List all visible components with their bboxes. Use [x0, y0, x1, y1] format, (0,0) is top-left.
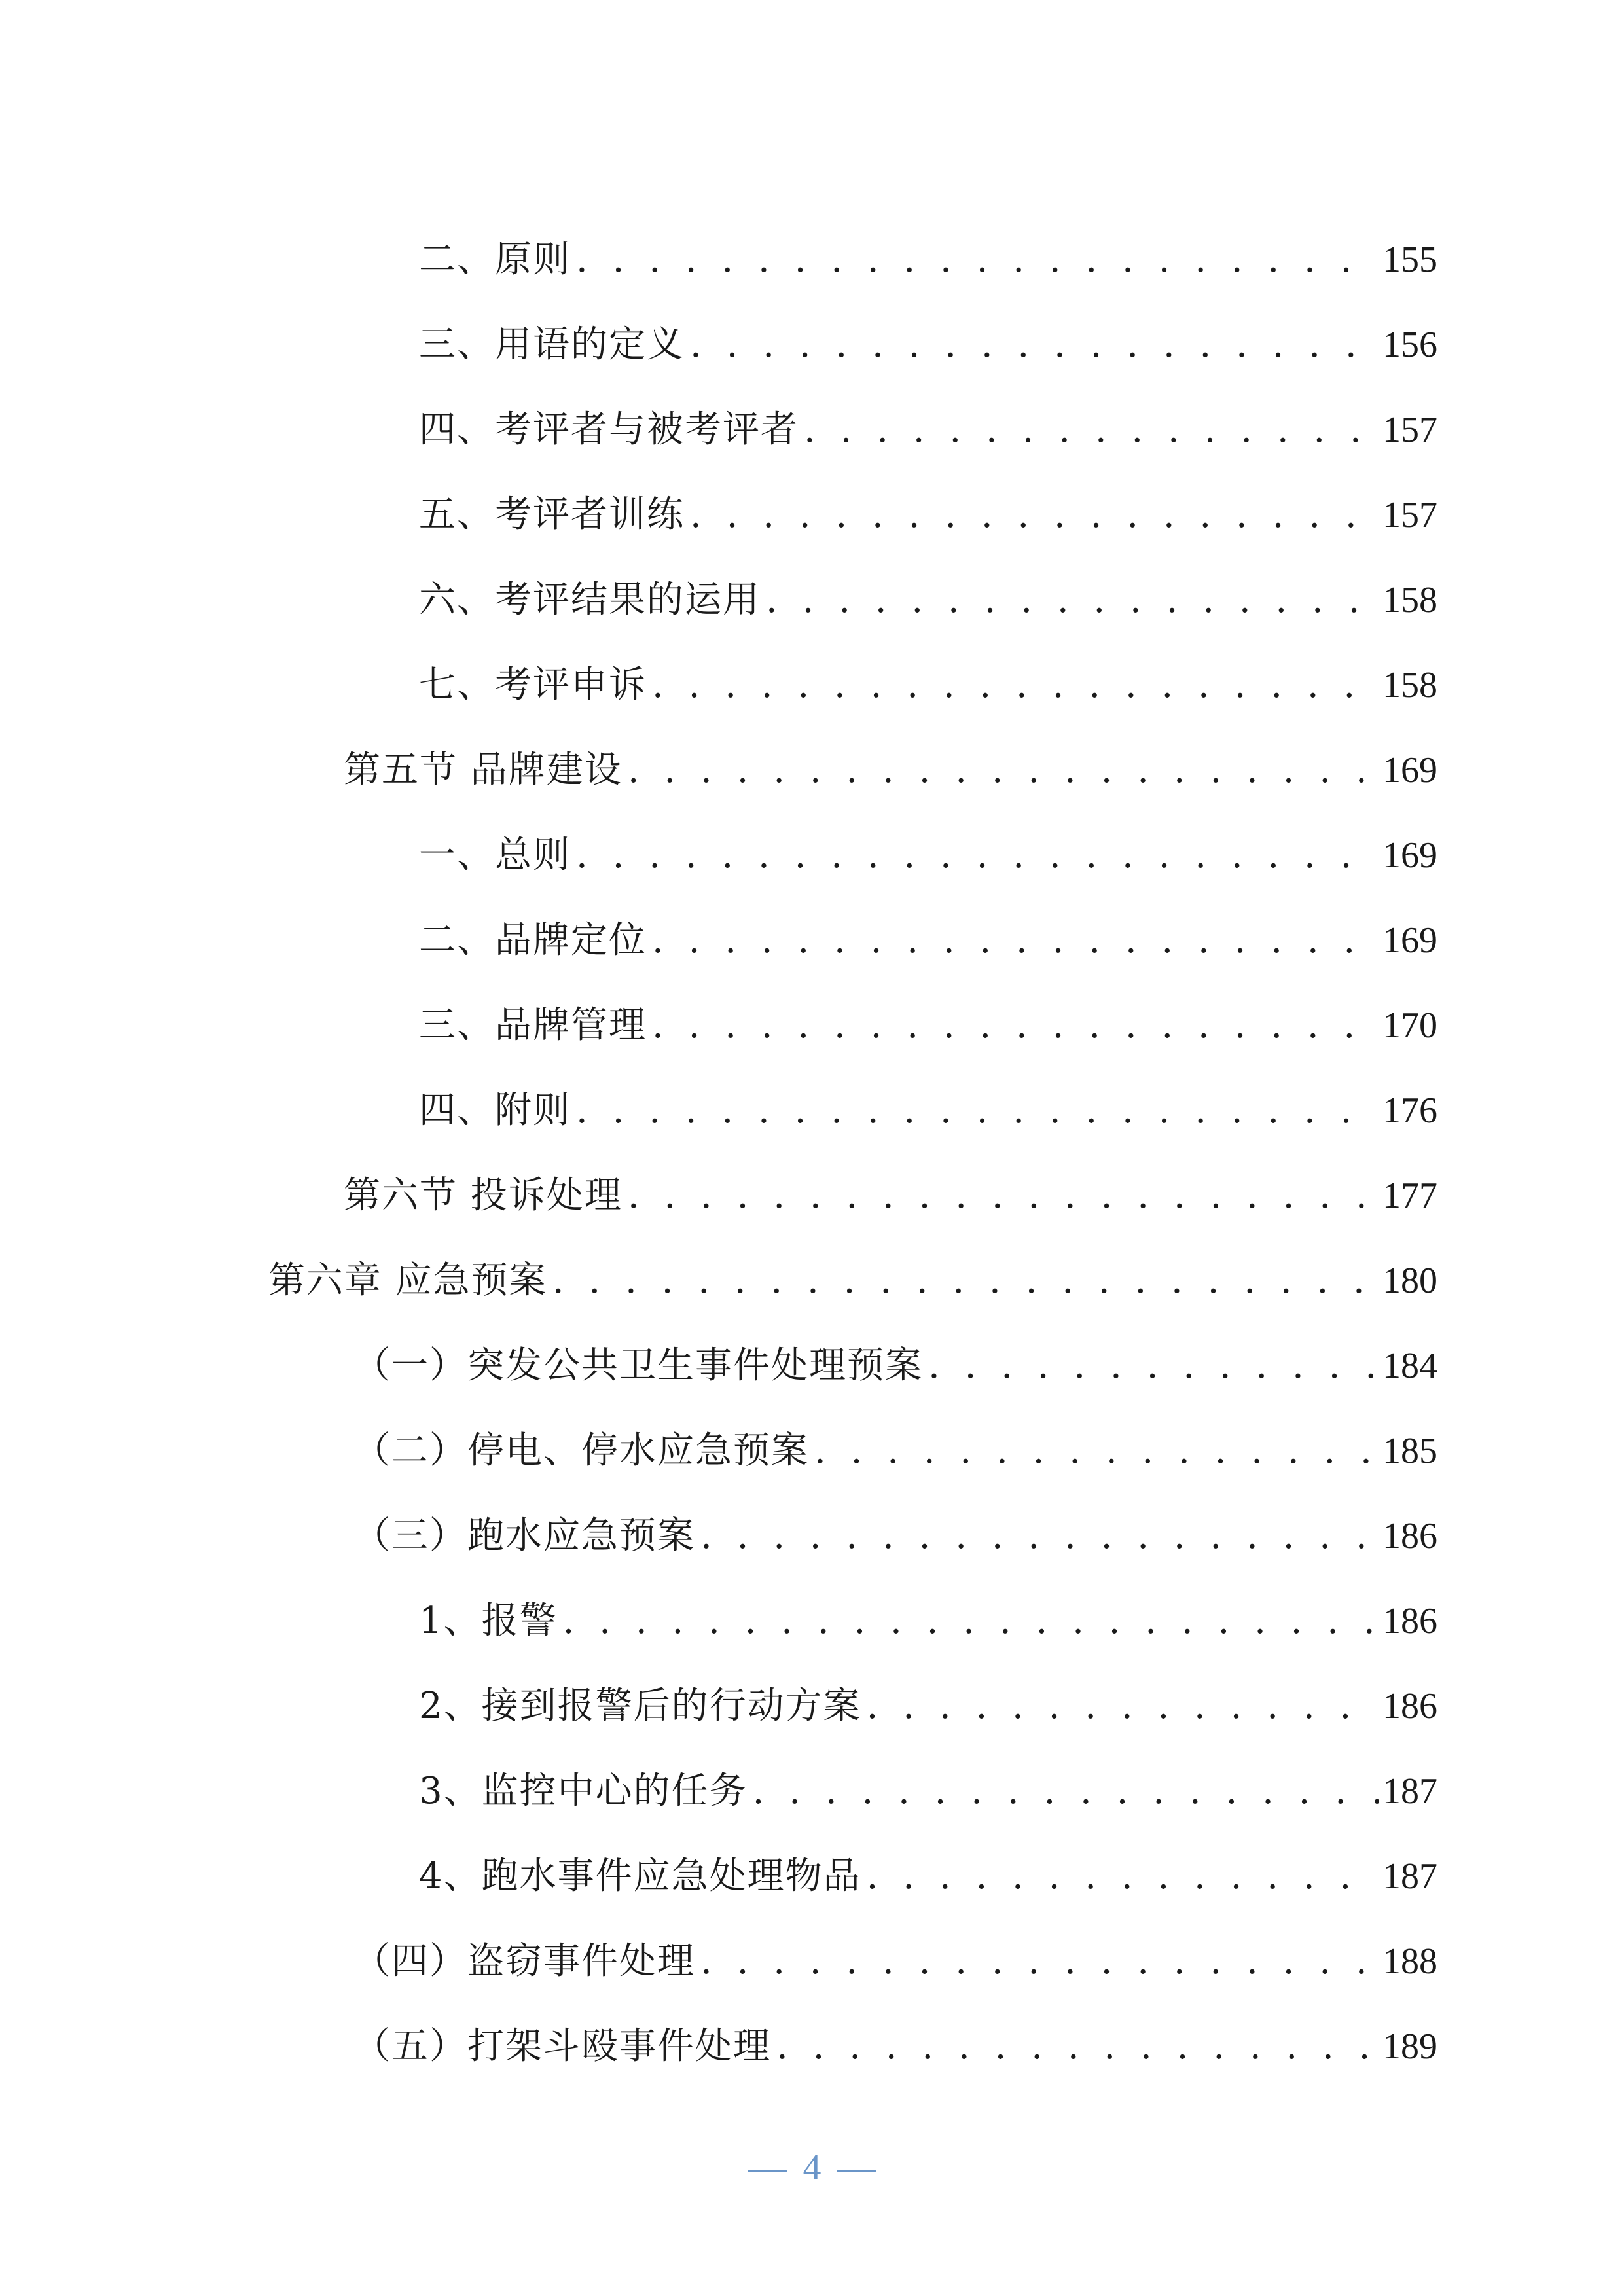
- toc-entry[interactable]: [419, 486, 1437, 545]
- page-footer: [0, 2147, 1624, 2189]
- toc-entry[interactable]: [419, 1762, 1437, 1821]
- toc-entry-page: 187: [1382, 1771, 1437, 1812]
- toc-entry-title: 1、报警: [419, 1600, 558, 1642]
- toc-entry[interactable]: [344, 741, 1437, 800]
- toc-dot-leader: [552, 1251, 1379, 1310]
- toc-entry-page: 186: [1382, 1601, 1437, 1641]
- toc-entry[interactable]: [419, 1592, 1437, 1651]
- toc-entry-title: 三、用语的定义: [419, 323, 685, 366]
- toc-dot-leader: [576, 1081, 1379, 1140]
- toc-entry[interactable]: [419, 401, 1437, 459]
- toc-dot-leader: [690, 486, 1379, 545]
- toc-entry[interactable]: [353, 1507, 1437, 1566]
- toc-dot-leader: [652, 911, 1379, 970]
- toc-entry[interactable]: [419, 1847, 1437, 1906]
- toc-entry-title: 第六节 投诉处理: [344, 1174, 623, 1217]
- toc-entry[interactable]: [419, 911, 1437, 970]
- toc-entry-title: 六、考评结果的运用: [419, 579, 761, 621]
- toc-dot-leader: [776, 2017, 1379, 2076]
- toc-dot-leader: [867, 1677, 1379, 1736]
- toc-entry[interactable]: [344, 1166, 1437, 1225]
- toc-dot-leader: [700, 1932, 1379, 1991]
- toc-entry-page: 155: [1382, 240, 1437, 280]
- toc-entry[interactable]: [419, 230, 1437, 289]
- toc-entry-title: 2、接到报警后的行动方案: [419, 1685, 861, 1727]
- toc-entry-title: 三、品牌管理: [419, 1004, 647, 1047]
- footer-dash-right: [837, 2170, 876, 2172]
- toc-entry-page: 186: [1382, 1516, 1437, 1556]
- toc-entry-page: 177: [1382, 1175, 1437, 1216]
- toc-entry[interactable]: [353, 2017, 1437, 2076]
- toc-entry-page: 180: [1382, 1261, 1437, 1301]
- toc-entry[interactable]: [353, 1422, 1437, 1480]
- toc-entry[interactable]: [419, 315, 1437, 374]
- toc-dot-leader: [652, 996, 1379, 1055]
- toc-dot-leader: [928, 1336, 1379, 1395]
- toc-entry-title: 五、考评者训练: [419, 493, 685, 536]
- toc-dot-leader: [814, 1422, 1379, 1480]
- toc-dot-leader: [690, 315, 1379, 374]
- toc-entry[interactable]: [353, 1336, 1437, 1395]
- toc-entry-page: 156: [1382, 325, 1437, 365]
- toc-entry[interactable]: [419, 1677, 1437, 1736]
- toc-entry[interactable]: [419, 656, 1437, 715]
- toc-entry-title: 四、考评者与被考评者: [419, 408, 799, 451]
- toc-entry-title: 一、总则: [419, 834, 571, 876]
- toc-entry-page: 186: [1382, 1686, 1437, 1727]
- toc-entry-page: 157: [1382, 495, 1437, 535]
- toc-entry-title: （一）突发公共卫生事件处理预案: [353, 1344, 923, 1387]
- toc-entry-page: 184: [1382, 1346, 1437, 1386]
- toc-dot-leader: [700, 1507, 1379, 1566]
- toc-entry-page: 189: [1382, 2026, 1437, 2067]
- toc-dot-leader: [576, 826, 1379, 885]
- toc-entry-page: 158: [1382, 665, 1437, 706]
- toc-entry[interactable]: [353, 1932, 1437, 1991]
- toc-dot-leader: [753, 1762, 1379, 1821]
- toc-entry-title: 四、附则: [419, 1089, 571, 1132]
- toc-entry-title: （三）跑水应急预案: [353, 1515, 695, 1557]
- toc-dot-leader: [652, 656, 1379, 715]
- toc-entry[interactable]: [419, 1081, 1437, 1140]
- toc-entry[interactable]: [268, 1251, 1437, 1310]
- toc-entry-page: 187: [1382, 1856, 1437, 1897]
- footer-dash-left: [748, 2170, 787, 2172]
- toc-entry-title: 第六章 应急预案: [268, 1259, 547, 1302]
- toc-entry-page: 169: [1382, 920, 1437, 961]
- toc-entry-title: 第五节 品牌建设: [344, 749, 623, 791]
- toc-entry[interactable]: [419, 826, 1437, 885]
- toc-dot-leader: [563, 1592, 1379, 1651]
- toc-entry[interactable]: [419, 996, 1437, 1055]
- toc-dot-leader: [576, 230, 1379, 289]
- toc-dot-leader: [628, 1166, 1379, 1225]
- toc-dot-leader: [804, 401, 1379, 459]
- toc-entry-page: 170: [1382, 1005, 1437, 1046]
- toc-entry-page: 185: [1382, 1431, 1437, 1471]
- toc-entry-page: 188: [1382, 1941, 1437, 1982]
- toc-entry-page: 176: [1382, 1090, 1437, 1131]
- toc-entry-title: （二）停电、停水应急预案: [353, 1429, 809, 1472]
- toc-entry-title: 3、监控中心的任务: [419, 1770, 748, 1812]
- toc-dot-leader: [628, 741, 1379, 800]
- toc-entry-page: 158: [1382, 580, 1437, 620]
- toc-entry-page: 169: [1382, 835, 1437, 876]
- toc-entry-title: 二、品牌定位: [419, 919, 647, 961]
- toc-entry[interactable]: [419, 571, 1437, 630]
- toc-entry-title: （五）打架斗殴事件处理: [353, 2025, 771, 2068]
- toc-entry-title: 二、原则: [419, 238, 571, 281]
- toc-entry-page: 169: [1382, 750, 1437, 791]
- toc-entry-title: 七、考评申诉: [419, 664, 647, 706]
- page-number: 4: [803, 2147, 821, 2188]
- toc-dot-leader: [766, 571, 1379, 630]
- toc-entry-title: 4、跑水事件应急处理物品: [419, 1855, 861, 1897]
- toc-entry-page: 157: [1382, 410, 1437, 450]
- toc-dot-leader: [867, 1847, 1379, 1906]
- toc-entry-title: （四）盗窃事件处理: [353, 1940, 695, 1982]
